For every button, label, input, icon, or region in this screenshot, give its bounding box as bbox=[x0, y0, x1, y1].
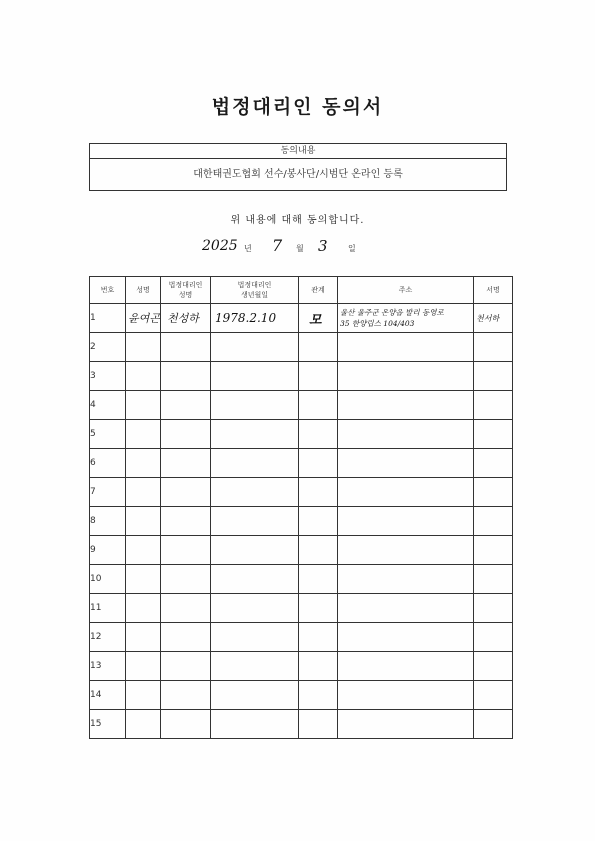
row-number: 4 bbox=[90, 391, 126, 420]
header-guardian-birth-line1: 법정대리인 bbox=[237, 281, 272, 289]
row-number: 5 bbox=[90, 420, 126, 449]
row-address-line2: 35 한양립스 104/403 bbox=[340, 319, 415, 328]
row-guardian-name bbox=[161, 478, 211, 507]
row-address bbox=[338, 565, 474, 594]
row-name bbox=[126, 333, 161, 362]
row-guardian-birth bbox=[211, 710, 299, 739]
row-signature bbox=[474, 449, 513, 478]
header-guardian-name-line1: 법정대리인 bbox=[168, 281, 203, 289]
header-relation: 관계 bbox=[299, 277, 338, 304]
row-name bbox=[126, 362, 161, 391]
row-guardian-birth bbox=[211, 449, 299, 478]
table-row bbox=[90, 420, 513, 449]
row-guardian-name bbox=[161, 594, 211, 623]
row-address bbox=[338, 507, 474, 536]
row-signature bbox=[474, 391, 513, 420]
date-day: 3 bbox=[318, 237, 328, 255]
row-signature bbox=[474, 536, 513, 565]
row-guardian-name bbox=[161, 333, 211, 362]
row-name bbox=[126, 420, 161, 449]
guardian-table bbox=[89, 276, 513, 739]
row-address bbox=[338, 710, 474, 739]
row-address bbox=[338, 333, 474, 362]
row-signature bbox=[474, 304, 513, 333]
table-row bbox=[90, 449, 513, 478]
agreement-statement: 위 내용에 대해 동의합니다. bbox=[230, 215, 365, 226]
row-guardian-birth bbox=[211, 478, 299, 507]
row-guardian-birth: 1978.2.10 bbox=[211, 304, 299, 333]
table-row bbox=[90, 652, 513, 681]
row-relation bbox=[299, 652, 338, 681]
table-row bbox=[90, 304, 513, 333]
row-number: 1 bbox=[90, 304, 126, 333]
row-number: 12 bbox=[90, 623, 126, 652]
row-guardian-name bbox=[161, 710, 211, 739]
row-relation bbox=[299, 478, 338, 507]
header-name: 성명 bbox=[126, 277, 161, 304]
table-row bbox=[90, 565, 513, 594]
table-row bbox=[90, 478, 513, 507]
row-signature bbox=[474, 681, 513, 710]
row-number: 7 bbox=[90, 478, 126, 507]
row-guardian-birth bbox=[211, 333, 299, 362]
row-signature bbox=[474, 507, 513, 536]
row-name bbox=[126, 507, 161, 536]
row-guardian-name bbox=[161, 565, 211, 594]
date-year: 2025 bbox=[202, 238, 238, 254]
row-number: 9 bbox=[90, 536, 126, 565]
row-address bbox=[338, 449, 474, 478]
row-number: 3 bbox=[90, 362, 126, 391]
row-address-line1: 울산 울주군 온양읍 발리 동영로 bbox=[340, 308, 444, 317]
row-address bbox=[338, 478, 474, 507]
date-day-unit: 일 bbox=[348, 244, 356, 253]
date-year-unit: 년 bbox=[244, 244, 252, 253]
row-signature bbox=[474, 623, 513, 652]
row-guardian-name bbox=[161, 681, 211, 710]
row-number: 13 bbox=[90, 652, 126, 681]
document-title: 법정대리인 동의서 bbox=[211, 96, 384, 118]
row-guardian-birth bbox=[211, 652, 299, 681]
date-month: 7 bbox=[272, 236, 283, 255]
row-relation bbox=[299, 420, 338, 449]
row-guardian-birth bbox=[211, 681, 299, 710]
row-relation bbox=[299, 333, 338, 362]
date-month-unit: 월 bbox=[296, 244, 304, 253]
row-address bbox=[338, 420, 474, 449]
row-guardian-name bbox=[161, 420, 211, 449]
row-signature bbox=[474, 362, 513, 391]
row-name bbox=[126, 652, 161, 681]
row-signature bbox=[474, 710, 513, 739]
row-relation bbox=[299, 565, 338, 594]
consent-body: 대한태권도협회 선수/봉사단/시범단 온라인 등록 bbox=[193, 169, 403, 180]
row-relation bbox=[299, 362, 338, 391]
row-signature bbox=[474, 652, 513, 681]
row-name bbox=[126, 710, 161, 739]
row-relation bbox=[299, 536, 338, 565]
consent-content-box bbox=[89, 143, 507, 191]
row-number: 14 bbox=[90, 681, 126, 710]
date-line bbox=[0, 236, 595, 260]
table-row bbox=[90, 594, 513, 623]
row-address bbox=[338, 652, 474, 681]
row-address bbox=[338, 304, 474, 333]
header-guardian-birth-line2: 생년월일 bbox=[240, 291, 269, 299]
table-row bbox=[90, 623, 513, 652]
row-guardian-name bbox=[161, 623, 211, 652]
row-number: 15 bbox=[90, 710, 126, 739]
row-number: 11 bbox=[90, 594, 126, 623]
row-name bbox=[126, 536, 161, 565]
row-relation bbox=[299, 449, 338, 478]
row-address bbox=[338, 362, 474, 391]
header-number: 번호 bbox=[90, 277, 126, 304]
row-relation bbox=[299, 623, 338, 652]
row-name bbox=[126, 681, 161, 710]
table-row bbox=[90, 362, 513, 391]
row-guardian-birth bbox=[211, 536, 299, 565]
row-number: 10 bbox=[90, 565, 126, 594]
row-guardian-name bbox=[161, 507, 211, 536]
row-guardian-birth bbox=[211, 420, 299, 449]
table-row bbox=[90, 681, 513, 710]
row-relation bbox=[299, 391, 338, 420]
row-name bbox=[126, 565, 161, 594]
row-address bbox=[338, 594, 474, 623]
table-row bbox=[90, 391, 513, 420]
row-guardian-birth bbox=[211, 623, 299, 652]
row-address bbox=[338, 623, 474, 652]
row-number: 2 bbox=[90, 333, 126, 362]
header-guardian-name bbox=[161, 277, 211, 304]
row-signature bbox=[474, 420, 513, 449]
row-guardian-name bbox=[161, 391, 211, 420]
row-relation bbox=[299, 507, 338, 536]
row-name bbox=[126, 449, 161, 478]
table-header-row bbox=[90, 277, 513, 304]
row-guardian-name: 천성하 bbox=[161, 304, 211, 333]
row-guardian-birth bbox=[211, 565, 299, 594]
row-signature-mark: 천서하 bbox=[476, 313, 500, 323]
row-address bbox=[338, 536, 474, 565]
row-number: 8 bbox=[90, 507, 126, 536]
row-guardian-birth bbox=[211, 594, 299, 623]
row-signature bbox=[474, 565, 513, 594]
row-name bbox=[126, 594, 161, 623]
row-guardian-name bbox=[161, 449, 211, 478]
row-name bbox=[126, 478, 161, 507]
row-relation bbox=[299, 594, 338, 623]
table-row bbox=[90, 710, 513, 739]
row-guardian-name bbox=[161, 362, 211, 391]
row-name bbox=[126, 391, 161, 420]
header-signature: 서명 bbox=[474, 277, 513, 304]
table-row bbox=[90, 507, 513, 536]
row-number: 6 bbox=[90, 449, 126, 478]
header-guardian-name-line2: 성명 bbox=[178, 291, 193, 299]
row-guardian-name bbox=[161, 536, 211, 565]
row-address bbox=[338, 681, 474, 710]
row-relation bbox=[299, 710, 338, 739]
row-guardian-birth bbox=[211, 391, 299, 420]
row-signature bbox=[474, 478, 513, 507]
row-signature bbox=[474, 594, 513, 623]
row-guardian-name bbox=[161, 652, 211, 681]
row-name bbox=[126, 623, 161, 652]
table-row bbox=[90, 333, 513, 362]
consent-header: 동의내용 bbox=[90, 144, 506, 159]
row-signature bbox=[474, 333, 513, 362]
row-name: 윤여곤 bbox=[126, 304, 161, 333]
row-relation: 모 bbox=[299, 304, 338, 333]
row-relation bbox=[299, 681, 338, 710]
table-row bbox=[90, 536, 513, 565]
header-address: 주소 bbox=[338, 277, 474, 304]
header-guardian-birth bbox=[211, 277, 299, 304]
row-address bbox=[338, 391, 474, 420]
row-guardian-birth bbox=[211, 507, 299, 536]
row-guardian-birth bbox=[211, 362, 299, 391]
